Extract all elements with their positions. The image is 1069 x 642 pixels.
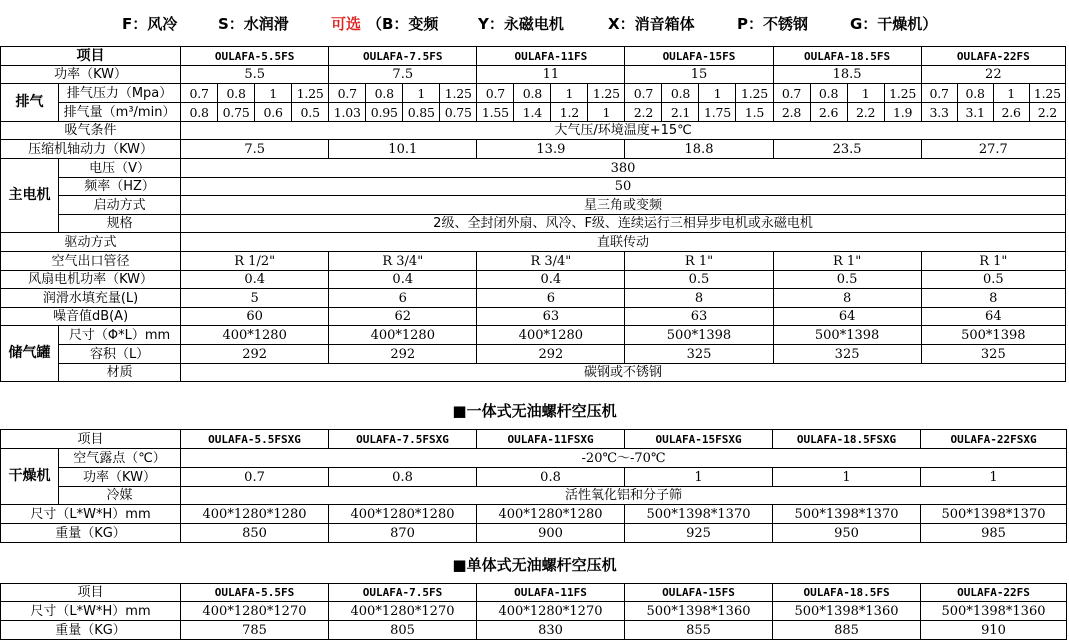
table-cell: 500*1398*1360: [773, 602, 921, 621]
table-cell: 885: [773, 621, 921, 640]
row-label: 尺寸（L*W*H）mm: [1, 505, 181, 524]
table-cell: R 1": [921, 252, 1065, 271]
table-cell: 1.25: [440, 84, 477, 103]
table-cell: 0.5: [292, 103, 329, 122]
table-cell: 13.9: [477, 140, 625, 159]
table-cell: 0.7: [329, 84, 366, 103]
table-cell: 0.8: [366, 84, 403, 103]
table-cell: R 1": [773, 252, 921, 271]
table-row: [1, 84, 1066, 103]
table-cell: 830: [477, 621, 625, 640]
table-cell: 1: [921, 468, 1067, 487]
table-cell: 0.7: [625, 84, 662, 103]
table-cell: 3.1: [957, 103, 993, 122]
table-cell: 2.1: [662, 103, 699, 122]
table-cell: 400*1280*1270: [477, 602, 625, 621]
table-cell: 50: [181, 178, 1066, 196]
table-cell: 0.8: [662, 84, 699, 103]
table-row: [1, 621, 1067, 640]
table-cell: 1.25: [884, 84, 921, 103]
model-header: OULAFA-5.5FS: [181, 584, 329, 602]
model-header: OULAFA-18.5FS: [773, 584, 921, 602]
model-header: OULAFA-11FSXG: [477, 430, 625, 449]
table-cell: 855: [625, 621, 773, 640]
table-cell: 400*1280*1280: [181, 505, 329, 524]
table-cell: 0.4: [477, 271, 625, 289]
table-cell: 1: [588, 103, 625, 122]
table-cell: 400*1280*1280: [477, 505, 625, 524]
table-cell: 805: [329, 621, 477, 640]
table-cell: 60: [181, 308, 329, 326]
table-cell: 7.5: [181, 140, 329, 159]
table-cell: 18.5: [773, 66, 921, 84]
table-row: [1, 364, 1066, 382]
row-label: 排气量（m³/min）: [59, 103, 181, 122]
table-cell: 0.6: [255, 103, 292, 122]
row-label: 尺寸（L*W*H）mm: [1, 602, 181, 621]
table-cell: 1: [773, 468, 921, 487]
table-cell: 0.85: [403, 103, 440, 122]
table-cell: 1.03: [329, 103, 366, 122]
table-cell: 0.5: [921, 271, 1065, 289]
table-cell: 6: [477, 289, 625, 308]
legend-dryer: G：干燥机）: [850, 15, 938, 33]
model-header: OULAFA-22FS: [921, 47, 1065, 66]
table-cell: 325: [773, 345, 921, 364]
model-header: OULAFA-5.5FSXG: [181, 430, 329, 449]
table-cell: 2.2: [625, 103, 662, 122]
model-header: OULAFA-7.5FSXG: [329, 430, 477, 449]
table-cell: 0.7: [477, 84, 514, 103]
table-row: [1, 487, 1067, 505]
table-cell: 292: [477, 345, 625, 364]
table-cell: 64: [773, 308, 921, 326]
group-label: 排气: [1, 84, 59, 122]
table-cell: 850: [181, 524, 329, 543]
table-row: [1, 524, 1067, 543]
row-label: 重量（KG）: [1, 524, 181, 543]
table-cell: R 1": [625, 252, 773, 271]
table-cell: 1.75: [699, 103, 736, 122]
table-cell: 10.1: [329, 140, 477, 159]
model-header: OULAFA-18.5FS: [773, 47, 921, 66]
row-label: 规格: [59, 215, 181, 233]
table-row: [1, 233, 1066, 252]
row-label: 排气压力（Mpa）: [59, 84, 181, 103]
table-row: [1, 159, 1066, 178]
row-label: 润滑水填充量(L): [1, 289, 181, 308]
table-row: [1, 345, 1066, 364]
table-cell: 0.8: [514, 84, 551, 103]
group-label: 主电机: [1, 159, 59, 233]
row-label: 压缩机轴动力（KW）: [1, 140, 181, 159]
table-cell: 7.5: [329, 66, 477, 84]
table-row: [1, 271, 1066, 289]
table-cell: 0.7: [921, 84, 957, 103]
table-cell: 2.8: [773, 103, 810, 122]
table-cell: 1.9: [884, 103, 921, 122]
table-row: [1, 289, 1066, 308]
table-cell: 292: [329, 345, 477, 364]
table-cell: R 1/2": [181, 252, 329, 271]
table-cell: 910: [921, 621, 1067, 640]
table-cell: 18.8: [625, 140, 773, 159]
model-header: OULAFA-5.5FS: [181, 47, 329, 66]
row-label: 功率（KW）: [59, 468, 181, 487]
table-cell: 2.6: [810, 103, 847, 122]
row-label: 容积（L）: [59, 345, 181, 364]
row-label: 材质: [59, 364, 181, 382]
table-cell: 0.5: [773, 271, 921, 289]
table-row: [1, 505, 1067, 524]
table-row: [1, 449, 1067, 468]
table-row: [1, 252, 1066, 271]
model-header: OULAFA-15FS: [625, 47, 773, 66]
table-row: [1, 584, 1067, 602]
table-row: [1, 122, 1066, 140]
model-header: OULAFA-22FS: [921, 584, 1067, 602]
table-cell: 0.8: [477, 468, 625, 487]
table-cell: 62: [329, 308, 477, 326]
table-cell: 大气压/环境温度+15℃: [181, 122, 1066, 140]
legend-muffler: X：消音箱体: [608, 15, 695, 33]
table-cell: 8: [921, 289, 1065, 308]
spec-table-main: [0, 46, 1066, 382]
table-row: [1, 468, 1067, 487]
table-cell: 0.95: [366, 103, 403, 122]
model-header: OULAFA-11FS: [477, 584, 625, 602]
table-cell: 5.5: [181, 66, 329, 84]
row-label: 冷媒: [59, 487, 181, 505]
table-cell: 0.8: [957, 84, 993, 103]
header-item: 项目: [1, 430, 181, 449]
table-cell: 8: [625, 289, 773, 308]
table-cell: 22: [921, 66, 1065, 84]
table-cell: 400*1280: [477, 326, 625, 345]
row-label: 空气出口管径: [1, 252, 181, 271]
row-label: 启动方式: [59, 196, 181, 215]
table-cell: 400*1280*1280: [329, 505, 477, 524]
table-cell: 5: [181, 289, 329, 308]
row-label: 重量（KG）: [1, 621, 181, 640]
table-cell: 1: [699, 84, 736, 103]
table-cell: 6: [329, 289, 477, 308]
header-item: 项目: [1, 47, 181, 66]
table-row: [1, 430, 1067, 449]
table-cell: 0.7: [773, 84, 810, 103]
header-item: 项目: [1, 584, 181, 602]
row-label: 频率（HZ）: [59, 178, 181, 196]
table-cell: 11: [477, 66, 625, 84]
legend-water: S：水润滑: [218, 15, 289, 33]
spec-table-integrated: [0, 429, 1067, 543]
table-cell: 0.8: [218, 84, 255, 103]
table-cell: 500*1398*1370: [773, 505, 921, 524]
model-header: OULAFA-22FSXG: [921, 430, 1067, 449]
table-row: [1, 178, 1066, 196]
table-cell: 985: [921, 524, 1067, 543]
table-cell: 0.7: [181, 84, 218, 103]
table-cell: 15: [625, 66, 773, 84]
table-cell: 500*1398: [921, 326, 1065, 345]
table-row: [1, 215, 1066, 233]
table-cell: 0.4: [329, 271, 477, 289]
row-label: 空气露点（℃）: [59, 449, 181, 468]
model-header: OULAFA-7.5FS: [329, 47, 477, 66]
table-cell: 400*1280*1270: [329, 602, 477, 621]
table-cell: R 3/4": [477, 252, 625, 271]
legend-inverter: （B：变频: [367, 15, 439, 33]
table-cell: 0.7: [181, 468, 329, 487]
table-cell: 500*1398*1360: [625, 602, 773, 621]
table-cell: 0.75: [218, 103, 255, 122]
legend-pm: Y：永磁电机: [478, 15, 564, 33]
table-row: [1, 103, 1066, 122]
legend-optional: 可选: [331, 15, 362, 33]
table-cell: 23.5: [773, 140, 921, 159]
table-cell: 1: [847, 84, 884, 103]
model-header: OULAFA-15FSXG: [625, 430, 773, 449]
table-cell: 500*1398*1360: [921, 602, 1067, 621]
table-cell: 1: [255, 84, 292, 103]
section-title-standalone: ■单体式无油螺杆空压机: [452, 556, 617, 574]
table-row: [1, 66, 1066, 84]
table-cell: 2级、全封闭外扇、风冷、F级、连续运行三相异步电机或永磁电机: [181, 215, 1066, 233]
table-cell: 1.5: [736, 103, 773, 122]
table-cell: 380: [181, 159, 1066, 178]
table-cell: 碳钢或不锈钢: [181, 364, 1066, 382]
table-cell: 1.25: [292, 84, 329, 103]
table-cell: 292: [181, 345, 329, 364]
table-cell: 1: [993, 84, 1029, 103]
row-label: 电压（V）: [59, 159, 181, 178]
table-cell: 3.3: [921, 103, 957, 122]
table-cell: 63: [625, 308, 773, 326]
row-label: 风扇电机功率（KW）: [1, 271, 181, 289]
table-cell: 400*1280: [329, 326, 477, 345]
table-cell: 1.25: [1029, 84, 1065, 103]
table-cell: 500*1398*1370: [625, 505, 773, 524]
row-label: 噪音值dB(A): [1, 308, 181, 326]
legend-fan: F：风冷: [122, 15, 178, 33]
legend-steel: P：不锈钢: [737, 15, 808, 33]
spec-table-standalone: [0, 583, 1067, 640]
row-label: 吸气条件: [1, 122, 181, 140]
table-cell: 500*1398: [773, 326, 921, 345]
table-cell: 直联传动: [181, 233, 1066, 252]
table-cell: 0.8: [810, 84, 847, 103]
table-cell: 400*1280: [181, 326, 329, 345]
table-cell: 1.25: [588, 84, 625, 103]
table-cell: 1.2: [551, 103, 588, 122]
table-cell: 500*1398*1370: [921, 505, 1067, 524]
table-cell: 785: [181, 621, 329, 640]
table-cell: 0.8: [181, 103, 218, 122]
model-header: OULAFA-18.5FSXG: [773, 430, 921, 449]
table-row: [1, 326, 1066, 345]
table-cell: 870: [329, 524, 477, 543]
table-cell: 2.2: [847, 103, 884, 122]
table-cell: 0.75: [440, 103, 477, 122]
table-cell: 1.55: [477, 103, 514, 122]
legend-bar: [0, 0, 1069, 46]
table-row: [1, 47, 1066, 66]
table-cell: 27.7: [921, 140, 1065, 159]
model-header: OULAFA-7.5FS: [329, 584, 477, 602]
table-cell: 500*1398: [625, 326, 773, 345]
table-row: [1, 196, 1066, 215]
table-cell: R 3/4": [329, 252, 477, 271]
table-row: [1, 602, 1067, 621]
table-cell: 63: [477, 308, 625, 326]
table-cell: 0.8: [329, 468, 477, 487]
row-label: 尺寸（Φ*L）mm: [59, 326, 181, 345]
table-cell: 1: [403, 84, 440, 103]
table-cell: 1: [551, 84, 588, 103]
table-cell: 400*1280*1270: [181, 602, 329, 621]
model-header: OULAFA-15FS: [625, 584, 773, 602]
table-cell: 0.5: [625, 271, 773, 289]
row-label: 功率（KW）: [1, 66, 181, 84]
table-cell: 950: [773, 524, 921, 543]
table-cell: 925: [625, 524, 773, 543]
table-cell: -20℃～-70℃: [181, 449, 1067, 468]
table-cell: 1: [625, 468, 773, 487]
table-cell: 星三角或变频: [181, 196, 1066, 215]
section-title-integrated: ■一体式无油螺杆空压机: [452, 402, 617, 420]
table-cell: 2.2: [1029, 103, 1065, 122]
table-cell: 1.4: [514, 103, 551, 122]
table-cell: 325: [921, 345, 1065, 364]
group-label: 干燥机: [1, 449, 59, 505]
table-cell: 0.4: [181, 271, 329, 289]
table-cell: 1.25: [736, 84, 773, 103]
table-cell: 900: [477, 524, 625, 543]
table-cell: 64: [921, 308, 1065, 326]
table-row: [1, 308, 1066, 326]
table-row: [1, 140, 1066, 159]
table-cell: 8: [773, 289, 921, 308]
table-cell: 2.6: [993, 103, 1029, 122]
table-cell: 325: [625, 345, 773, 364]
model-header: OULAFA-11FS: [477, 47, 625, 66]
table-cell: 活性氧化铝和分子筛: [181, 487, 1067, 505]
group-label: 储气罐: [1, 326, 59, 382]
row-label: 驱动方式: [1, 233, 181, 252]
